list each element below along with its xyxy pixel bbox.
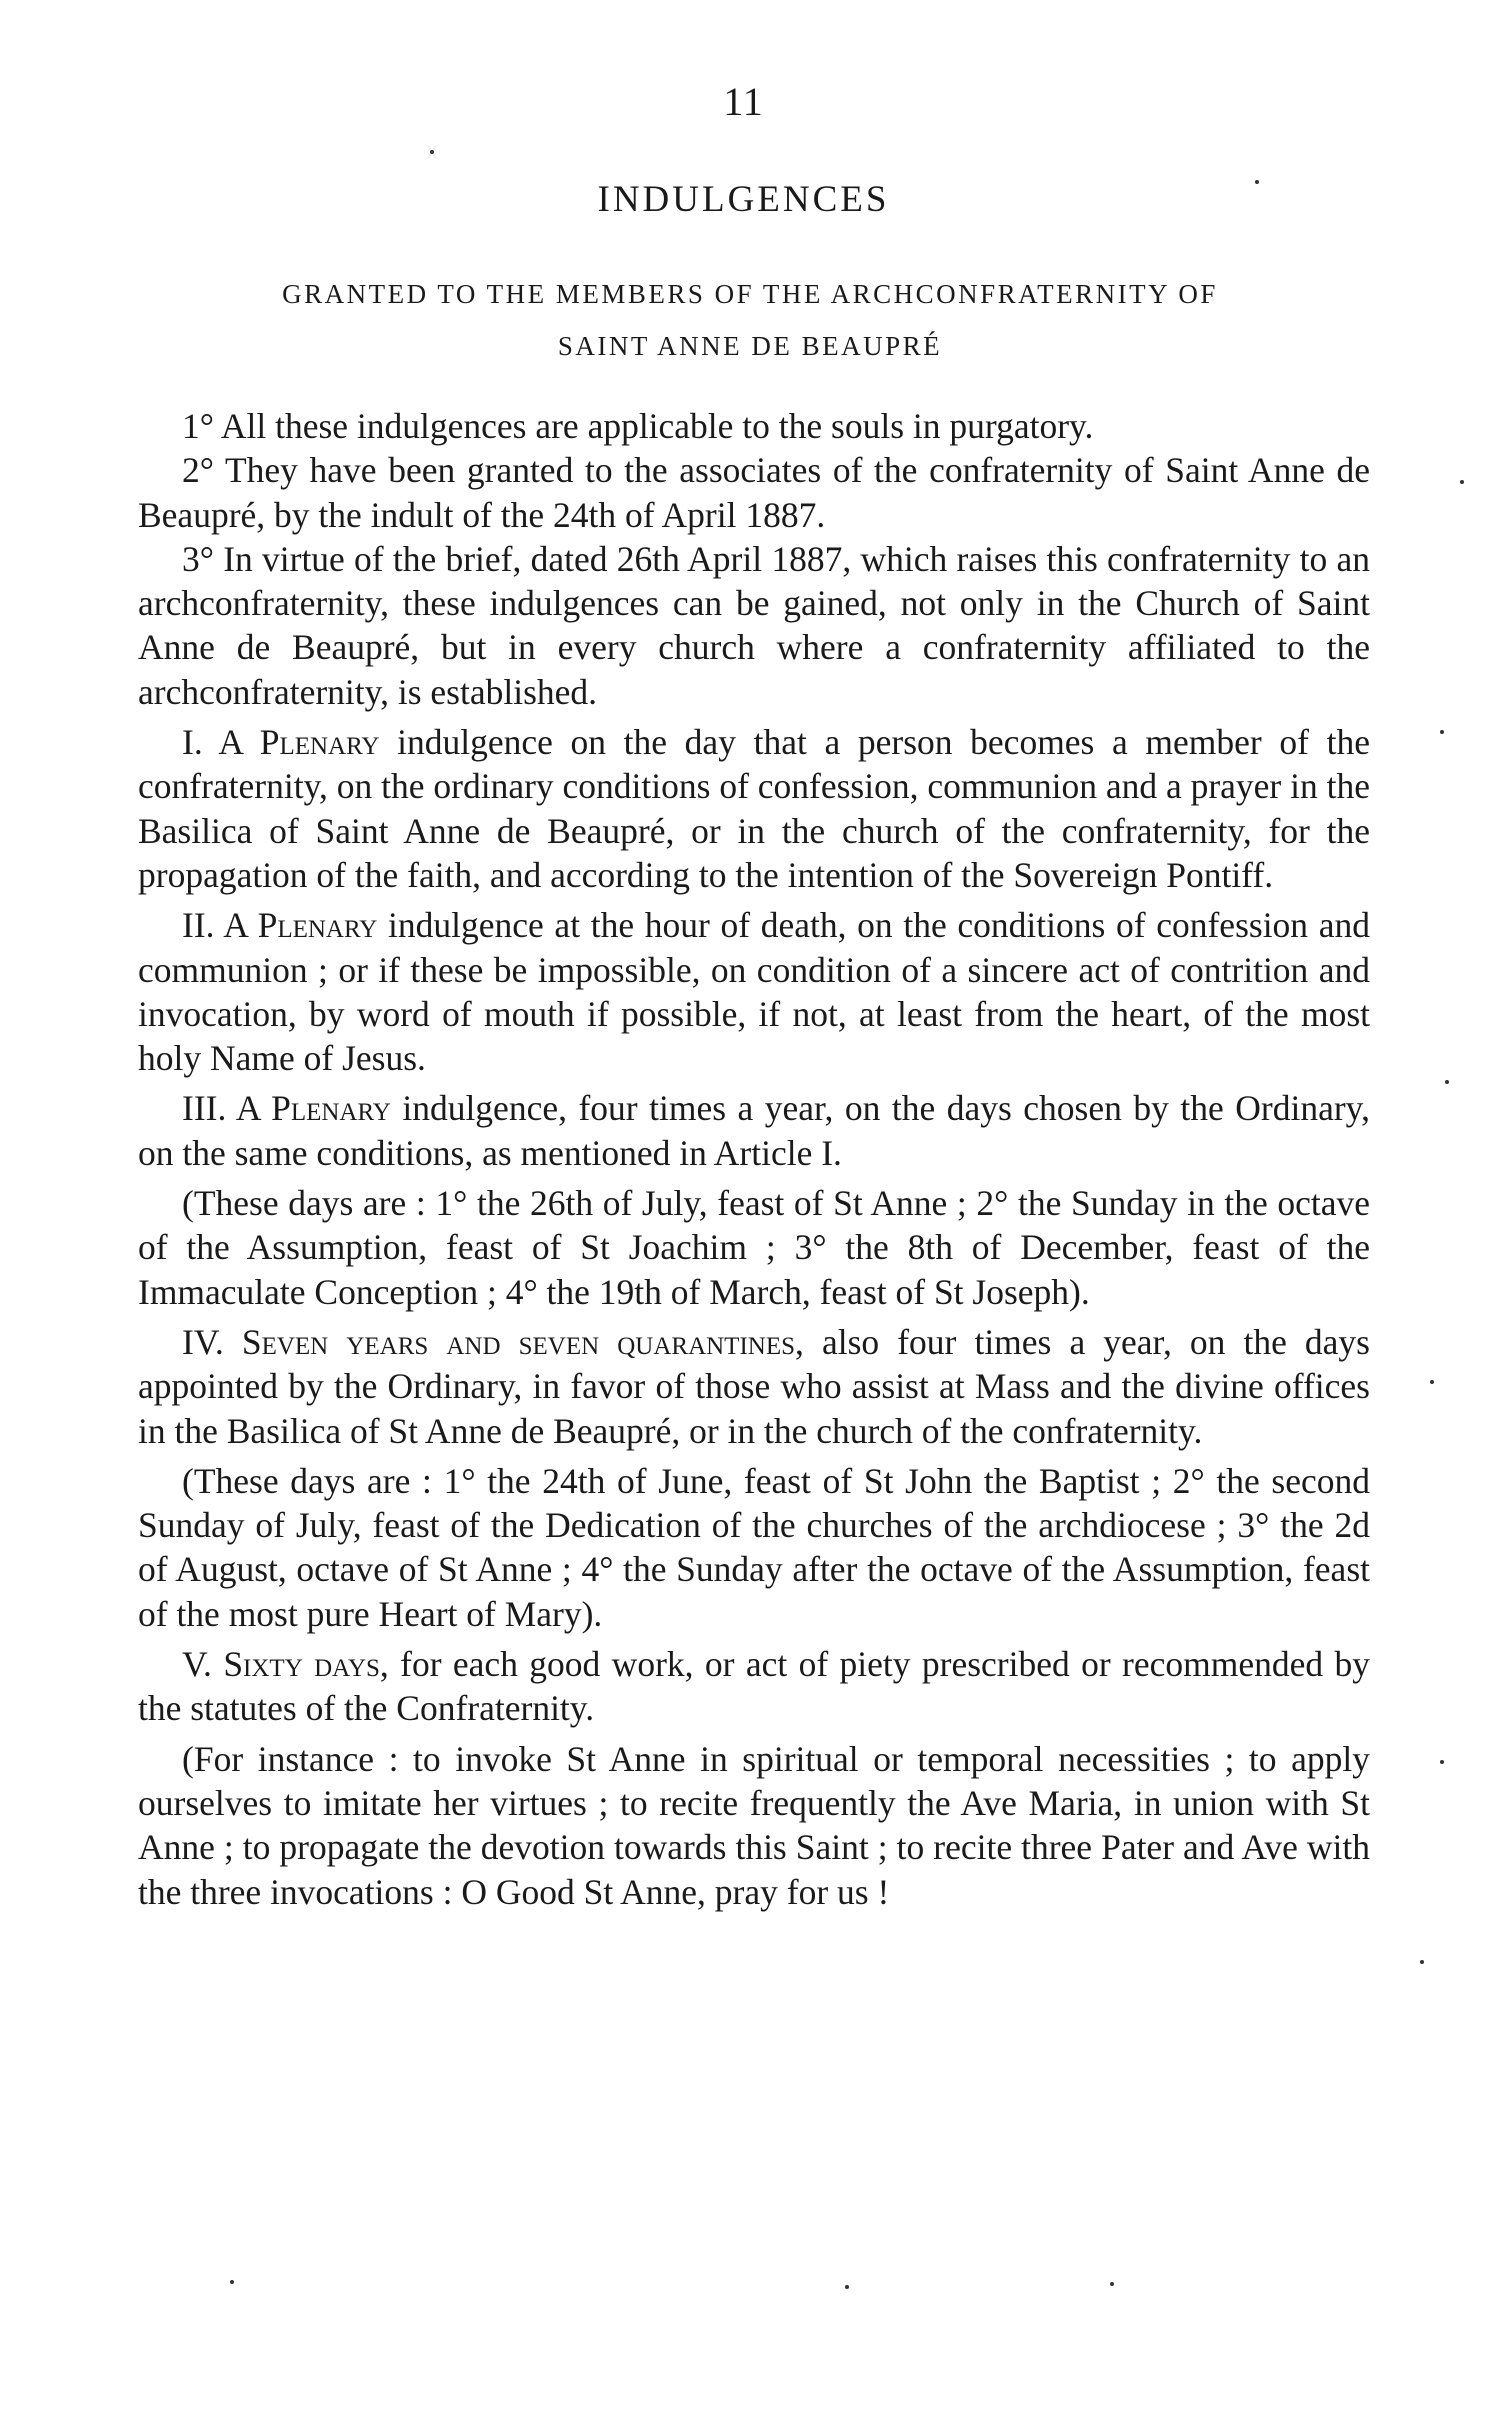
subtitle-line-2: SAINT ANNE DE BEAUPRÉ — [557, 331, 943, 361]
page-title: INDULGENCES — [597, 179, 890, 220]
scan-speck — [1440, 730, 1444, 734]
paragraph-text: 2° They have been granted to the associates of the confraternity of Saint Anne de Beaupré, by the indult of the 24th of April 1887. — [138, 450, 1370, 535]
article-4 — [138, 1320, 1370, 1453]
article-2 — [138, 903, 1370, 1080]
article-5 — [138, 1642, 1370, 1731]
paragraph-2 — [138, 448, 1370, 537]
scan-speck — [1430, 1380, 1434, 1384]
article-text: indulgence, four times a year, on the days chosen by the Ordinary, on the same conditions, as mentioned in Article I. — [138, 1088, 1370, 1173]
scan-speck — [430, 150, 434, 154]
paragraph-text: (These days are : 1° the 24th of June, feast of St John the Baptist ; 2° the second Sunday of July, feast of the Dedication of the churches of the archdiocese ; 3° the 2d of August, octave of St Anne ; 4° the Sunday after the octave of the Assumption, feast of the most pure Heart of Mary). — [138, 1460, 1370, 1634]
paragraph-text: 1° All these indulgences are applicable to the souls in purgatory. — [182, 406, 1094, 446]
paragraph-text: (These days are : 1° the 26th of July, feast of St Anne ; 2° the Sunday in the octave of the Assumption, feast of St Joachim ; 3° the 8th of December, feast of the Immaculate Conception ; 4° the 19th of March, feast of St Joseph). — [138, 1183, 1370, 1312]
article-lead: II. A — [182, 905, 258, 946]
article-lead: V. — [182, 1644, 224, 1685]
article-1 — [138, 720, 1370, 897]
article-heading: Seven years and seven quarantines — [241, 1321, 796, 1362]
paragraph-1 — [138, 404, 1370, 448]
article-heading: Plenary — [271, 1088, 391, 1129]
article-heading: Plenary — [257, 905, 378, 946]
scan-speck — [845, 2285, 849, 2289]
scan-speck — [1420, 1960, 1424, 1964]
body-text — [138, 404, 1370, 1914]
article-3-days — [138, 1181, 1370, 1314]
scan-speck — [1255, 180, 1259, 184]
article-3 — [138, 1086, 1370, 1175]
paragraph-text: (For instance : to invoke St Anne in spiritual or temporal necessities ; to apply ourselves to imitate her virtues ; to recite frequently the Ave Maria, in union with St Anne ; to propagate the devotion towards this Saint ; to recite three Pater and Ave with the three invocations : O Good St Anne, pray for us ! — [138, 1738, 1370, 1912]
article-text: indulgence at the hour of death, on the conditions of confession and communion ; or if these be impossible, on condition of a sincere act of contrition and invocation, by word of mouth if possible, if not, at least from the heart, of the most holy Name of Jesus. — [138, 905, 1370, 1079]
page-number: 11 — [723, 79, 764, 124]
scan-speck — [1110, 2282, 1114, 2286]
article-lead: III. A — [182, 1088, 272, 1129]
article-heading: Sixty days — [223, 1644, 380, 1685]
page-subtitle — [150, 268, 1350, 372]
article-text: , also four times a year, on the days appointed by the Ordinary, in favor of those who assist at Mass and the divine offices in the Basilica of St Anne de Beaupré, or in the church of the confraternity. — [138, 1321, 1371, 1451]
scan-speck — [1440, 1760, 1444, 1764]
scan-speck — [1445, 1080, 1449, 1084]
article-lead: I. A — [182, 722, 260, 763]
paragraph-3 — [138, 537, 1370, 714]
paragraph-text: 3° In virtue of the brief, dated 26th April 1887, which raises this confraternity to an archconfraternity, these indulgences can be gained, not only in the Church of Saint Anne de Beaupré, but in every church where a confraternity affiliated to the archconfraternity, is established. — [138, 538, 1370, 712]
scan-speck — [230, 2280, 234, 2284]
article-lead: IV. — [182, 1321, 242, 1362]
article-text: indulgence on the day that a person becomes a member of the confraternity, on the ordinary conditions of confession, communion and a prayer in the Basilica of Saint Anne de Beaupré, or in the church of the confraternity, for the propagation of the faith, and according to the intention of the Sovereign Pontiff. — [138, 722, 1370, 895]
article-4-days — [138, 1459, 1370, 1636]
article-text: , for each good work, or act of piety prescribed or recommended by the statutes of the Confraternity. — [138, 1644, 1370, 1729]
scan-speck — [1460, 480, 1464, 484]
article-heading: Plenary — [259, 722, 380, 763]
subtitle-line-1: GRANTED TO THE MEMBERS OF THE ARCHCONFRATERNITY OF — [282, 279, 1218, 309]
article-5-examples — [138, 1737, 1370, 1914]
